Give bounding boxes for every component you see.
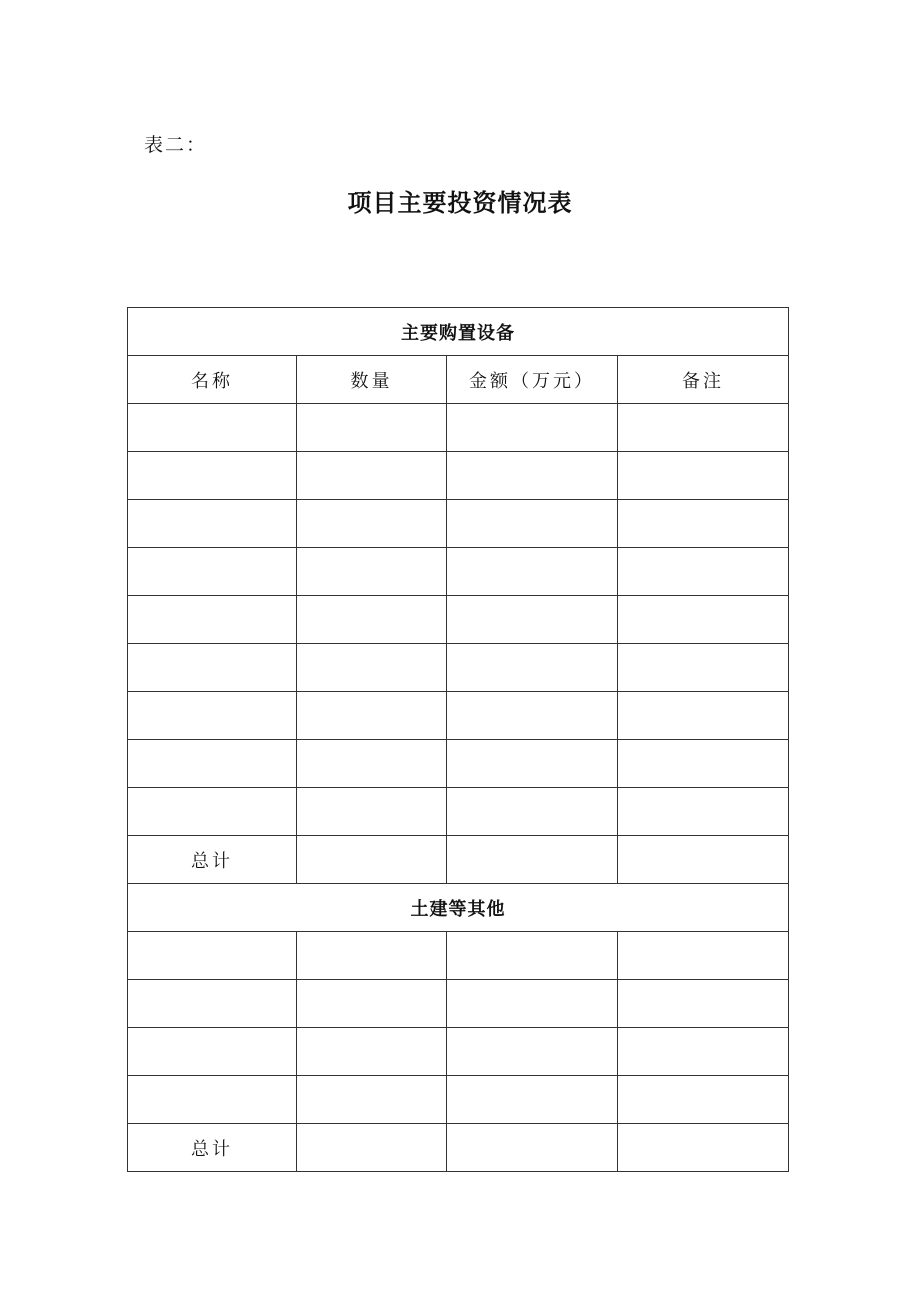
amount-cell[interactable] (447, 596, 618, 644)
remark-cell[interactable] (618, 740, 789, 788)
total-amount-cell[interactable] (447, 1124, 618, 1172)
name-cell[interactable] (128, 644, 297, 692)
table-row (128, 596, 789, 644)
quantity-cell[interactable] (297, 740, 447, 788)
quantity-cell[interactable] (297, 980, 447, 1028)
quantity-cell[interactable] (297, 548, 447, 596)
table-number-label: 表二： (144, 134, 208, 156)
remark-cell[interactable] (618, 788, 789, 836)
name-cell[interactable] (128, 452, 297, 500)
remark-cell[interactable] (618, 644, 789, 692)
section-header-row (128, 884, 789, 932)
quantity-cell[interactable] (297, 1076, 447, 1124)
quantity-cell[interactable] (297, 644, 447, 692)
table-row (128, 452, 789, 500)
name-cell[interactable] (128, 548, 297, 596)
name-cell[interactable] (128, 500, 297, 548)
column-header-quantity: 数量 (297, 356, 447, 404)
remark-cell[interactable] (618, 980, 789, 1028)
investment-table-body (128, 308, 789, 1172)
column-header-amount: 金额（万元） (447, 356, 618, 404)
section-header-row (128, 308, 789, 356)
amount-cell[interactable] (447, 548, 618, 596)
table-row (128, 932, 789, 980)
amount-cell[interactable] (447, 788, 618, 836)
name-cell[interactable] (128, 980, 297, 1028)
quantity-cell[interactable] (297, 596, 447, 644)
name-cell[interactable] (128, 404, 297, 452)
quantity-cell[interactable] (297, 404, 447, 452)
name-cell[interactable] (128, 1028, 297, 1076)
table-row (128, 644, 789, 692)
table-row (128, 740, 789, 788)
remark-cell[interactable] (618, 932, 789, 980)
table-row (128, 1076, 789, 1124)
amount-cell[interactable] (447, 932, 618, 980)
remark-cell[interactable] (618, 404, 789, 452)
total-label: 总计 (128, 1124, 297, 1172)
name-cell[interactable] (128, 788, 297, 836)
document-title: 项目主要投资情况表 (347, 189, 573, 217)
section-title-construction: 土建等其他 (128, 884, 789, 932)
total-remark-cell[interactable] (618, 836, 789, 884)
quantity-cell[interactable] (297, 500, 447, 548)
section1-total-row (128, 836, 789, 884)
amount-cell[interactable] (447, 644, 618, 692)
name-cell[interactable] (128, 932, 297, 980)
table-row (128, 404, 789, 452)
amount-cell[interactable] (447, 452, 618, 500)
table-row (128, 692, 789, 740)
remark-cell[interactable] (618, 500, 789, 548)
amount-cell[interactable] (447, 980, 618, 1028)
column-header-name: 名称 (128, 356, 297, 404)
name-cell[interactable] (128, 1076, 297, 1124)
table-row (128, 980, 789, 1028)
quantity-cell[interactable] (297, 932, 447, 980)
investment-table (127, 307, 789, 1172)
amount-cell[interactable] (447, 1028, 618, 1076)
remark-cell[interactable] (618, 1028, 789, 1076)
amount-cell[interactable] (447, 740, 618, 788)
table-row (128, 500, 789, 548)
name-cell[interactable] (128, 596, 297, 644)
amount-cell[interactable] (447, 500, 618, 548)
column-header-remark: 备注 (618, 356, 789, 404)
total-quantity-cell[interactable] (297, 836, 447, 884)
section2-total-row (128, 1124, 789, 1172)
remark-cell[interactable] (618, 1076, 789, 1124)
table-row (128, 788, 789, 836)
amount-cell[interactable] (447, 404, 618, 452)
total-remark-cell[interactable] (618, 1124, 789, 1172)
column-header-row (128, 356, 789, 404)
amount-cell[interactable] (447, 1076, 618, 1124)
quantity-cell[interactable] (297, 788, 447, 836)
total-label: 总计 (128, 836, 297, 884)
remark-cell[interactable] (618, 596, 789, 644)
section-title-equipment: 主要购置设备 (128, 308, 789, 356)
remark-cell[interactable] (618, 692, 789, 740)
total-quantity-cell[interactable] (297, 1124, 447, 1172)
quantity-cell[interactable] (297, 452, 447, 500)
remark-cell[interactable] (618, 452, 789, 500)
amount-cell[interactable] (447, 692, 618, 740)
name-cell[interactable] (128, 692, 297, 740)
remark-cell[interactable] (618, 548, 789, 596)
table-row (128, 1028, 789, 1076)
quantity-cell[interactable] (297, 1028, 447, 1076)
total-amount-cell[interactable] (447, 836, 618, 884)
quantity-cell[interactable] (297, 692, 447, 740)
table-row (128, 548, 789, 596)
name-cell[interactable] (128, 740, 297, 788)
